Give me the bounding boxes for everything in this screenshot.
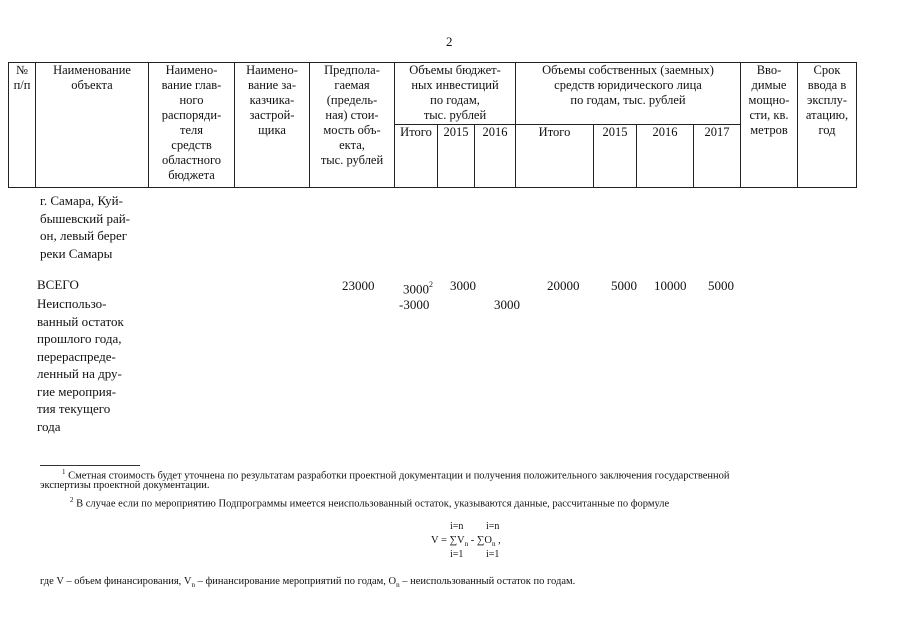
header-own-funds: Объемы собственных (заемных) средств юридического лица по годам, тыс. рублей <box>516 63 741 125</box>
formula-top-limit-2: i=n <box>486 521 500 532</box>
header-budget-2016: 2016 <box>475 125 516 188</box>
header-own-total: Итого <box>516 125 594 188</box>
header-term: Срок ввода в эксплу- атацию, год <box>798 63 857 188</box>
header-budget-investments: Объемы бюджет- ных инвестиций по годам, тыс. рублей <box>395 63 516 125</box>
header-customer: Наимено- вание за- казчика- застрой- щика <box>235 63 310 188</box>
unused-budget-2016: 3000 <box>494 297 520 312</box>
header-own-2016: 2016 <box>637 125 694 188</box>
footnote-1: $^1$ Сметная стоимость будет уточнена по результатам разработки проектной документации и получения положительного заключения государственной <box>62 468 730 482</box>
total-own-total: 20000 <box>547 278 580 293</box>
header-own-2015: 2015 <box>594 125 637 188</box>
footnote-2: $^2$ В случае если по мероприятию Подпрограммы имеется неиспользованный остаток, указываются данные, рассчитанные по формуле <box>70 496 670 510</box>
header-budget-2015: 2015 <box>438 125 475 188</box>
total-budget-2015: 3000 <box>450 278 476 293</box>
header-estimated-cost: Предпола- гаемая (предель- ная) стои- мость объ- екта, тыс. рублей <box>310 63 395 188</box>
footnote-2-ref: 2 <box>429 280 433 289</box>
formula-expression: $V = \sum V_n - \sum O_n$ , <box>431 535 501 549</box>
object-location: г. Самара, Куй- бышевский рай- он, левый берег реки Самары <box>40 193 130 261</box>
unused-balance-label: Неиспользо- ванный остаток прошлого года, перераспреде- ленный на дру- гие мероприя- тия текущего года <box>37 296 124 434</box>
total-own-2016: 10000 <box>654 278 687 293</box>
total-budget-total: 3000$^2$ <box>403 280 433 297</box>
unused-budget-total: -3000 <box>399 297 430 312</box>
total-own-2015: 5000 <box>611 278 637 293</box>
formula-top-limit-1: i=n <box>450 521 464 532</box>
total-label: ВСЕГО <box>37 277 79 292</box>
header-budget-total: Итого <box>395 125 438 188</box>
formula-bottom-limit-2: i=1 <box>486 549 500 560</box>
header-num: № п/п <box>9 63 36 188</box>
header-area: Вво- димые мощно- сти, кв. метров <box>741 63 798 188</box>
header-own-2017: 2017 <box>694 125 741 188</box>
formula-legend: где V – объем финансирования, $V_n$ – финансирование мероприятий по годам, $O_n$ – неиспользованный остаток по годам. <box>40 576 576 590</box>
total-estimated-cost: 23000 <box>342 278 375 293</box>
header-ministry: Наимено- вание глав- ного распоряди- теля средств областного бюджета <box>149 63 235 188</box>
formula-bottom-limit-1: i=1 <box>450 549 464 560</box>
page-number: 2 <box>446 34 453 49</box>
footnote-1-continued: экспертизы проектной документации. <box>40 480 210 491</box>
investment-table <box>8 62 857 188</box>
header-object-name: Наименование объекта <box>36 63 149 188</box>
total-own-2017: 5000 <box>708 278 734 293</box>
